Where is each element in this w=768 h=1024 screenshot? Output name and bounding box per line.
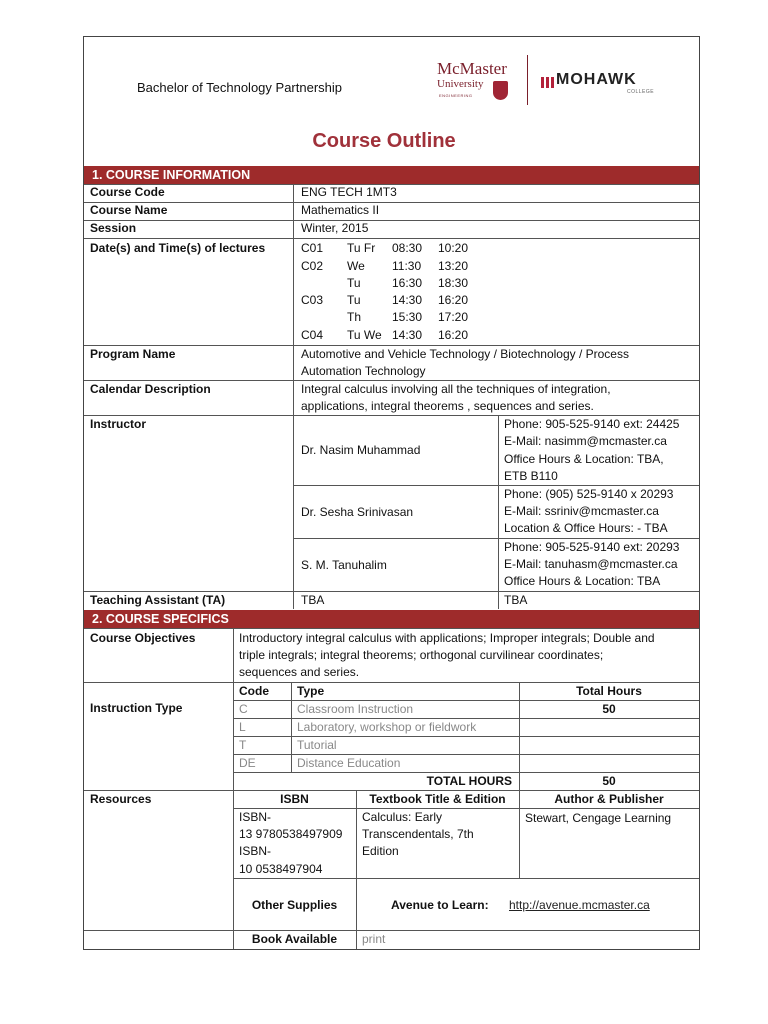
section-header-course-specifics: 2. COURSE SPECIFICS: [84, 610, 699, 628]
instructor-name: Dr. Sesha Srinivasan: [301, 505, 414, 519]
instructor-contact-line: E-Mail: nasimm@mcmaster.ca: [504, 434, 667, 448]
instr-type: Classroom Instruction: [297, 702, 414, 716]
ta-label: Teaching Assistant (TA): [90, 593, 226, 607]
document-title: Course Outline: [312, 130, 456, 152]
lecture-start: 15:30: [392, 310, 423, 324]
mohawk-logo-name: MOHAWK: [556, 71, 637, 88]
objectives-label: Course Objectives: [90, 631, 196, 645]
lecture-day: We: [347, 259, 365, 273]
textbook-title-line: Calculus: Early: [362, 810, 443, 824]
shield-icon: [493, 81, 508, 100]
resources-label: Resources: [90, 792, 152, 806]
instructor-contact-line: Phone: 905-525-9140 ext: 20293: [504, 540, 680, 554]
lecture-section: C03: [301, 293, 324, 307]
ta-name: TBA: [301, 593, 325, 607]
instructor-label: Instructor: [90, 417, 147, 431]
section-header-course-information: 1. COURSE INFORMATION: [84, 166, 699, 184]
instructor-contact-line: Location & Office Hours: - TBA: [504, 521, 668, 535]
objectives-line1: Introductory integral calculus with applications; Improper integrals; Double and: [239, 631, 655, 645]
lecture-start: 08:30: [392, 241, 423, 255]
instructor-contact-line: ETB B110: [504, 469, 558, 483]
lecture-start: 14:30: [392, 328, 423, 342]
instructor-contact-line: E-Mail: ssriniv@mcmaster.ca: [504, 504, 659, 518]
textbook-title-line: Edition: [362, 844, 399, 858]
instr-code: DE: [239, 756, 256, 770]
res-header-author: Author & Publisher: [554, 792, 664, 806]
lecture-end: 16:20: [438, 293, 469, 307]
lecture-end: 10:20: [438, 241, 469, 255]
program-title: Bachelor of Technology Partnership: [137, 80, 342, 95]
mcmaster-logo: [437, 61, 511, 105]
course-name-value: Mathematics II: [301, 203, 380, 217]
session-label: Session: [90, 221, 137, 235]
mcmaster-logo-tiny: ENGINEERING: [439, 93, 473, 98]
lecture-day: Tu: [347, 293, 361, 307]
instruction-type-label: Instruction Type: [90, 701, 183, 715]
instructor-contact-line: Office Hours & Location: TBA: [504, 574, 661, 588]
isbn-line: ISBN-: [239, 844, 272, 858]
res-header-isbn: ISBN: [280, 792, 309, 806]
instructor-name: S. M. Tanuhalim: [301, 558, 387, 572]
mohawk-bars-icon: [541, 75, 556, 93]
course-code-value: ENG TECH 1MT3: [301, 185, 397, 199]
lectures-label: Date(s) and Time(s) of lectures: [90, 241, 266, 255]
lecture-start: 11:30: [392, 259, 422, 273]
instr-code: T: [239, 738, 247, 752]
lecture-start: 16:30: [392, 276, 423, 290]
program-name-line2: Automation Technology: [301, 364, 426, 378]
avenue-link[interactable]: http://avenue.mcmaster.ca: [509, 898, 650, 912]
total-hours-value: 50: [602, 774, 616, 788]
lecture-end: 17:20: [438, 310, 469, 324]
objectives-line2: triple integrals; integral theorems; orthogonal curvilinear coordinates;: [239, 648, 604, 662]
program-name-line1: Automotive and Vehicle Technology / Biotechnology / Process: [301, 347, 629, 361]
lecture-day: Tu Fr: [347, 241, 376, 255]
instructor-contact-line: Phone: 905-525-9140 ext: 24425: [504, 417, 680, 431]
session-value: Winter, 2015: [301, 221, 369, 235]
lecture-end: 18:30: [438, 276, 469, 290]
lecture-end: 13:20: [438, 259, 469, 273]
lecture-section: C04: [301, 328, 324, 342]
instructor-name: Dr. Nasim Muhammad: [301, 443, 421, 457]
course-name-label: Course Name: [90, 203, 168, 217]
isbn-line: 10 0538497904: [239, 862, 323, 876]
mohawk-logo-sub: COLLEGE: [627, 89, 655, 95]
lecture-day: Th: [347, 310, 362, 324]
lecture-end: 16:20: [438, 328, 469, 342]
instr-type: Tutorial: [297, 738, 337, 752]
instr-type: Laboratory, workshop or fieldwork: [297, 720, 477, 734]
textbook-title-line: Transcendentals, 7th: [362, 827, 474, 841]
total-hours-label: TOTAL HOURS: [426, 774, 512, 788]
calendar-description-label: Calendar Description: [90, 382, 211, 396]
program-name-label: Program Name: [90, 347, 176, 361]
mcmaster-logo-name: McMaster: [437, 59, 507, 78]
res-header-title: Textbook Title & Edition: [369, 792, 506, 806]
isbn-line: ISBN-: [239, 810, 272, 824]
other-supplies-label: Other Supplies: [251, 898, 338, 912]
instr-type: Distance Education: [297, 756, 401, 770]
calendar-description-line1: Integral calculus involving all the techniques of integration,: [301, 382, 611, 396]
instr-header-hours: Total Hours: [576, 684, 642, 698]
objectives-line3: sequences and series.: [239, 665, 360, 679]
isbn-line: 13 9780538497909: [239, 827, 343, 841]
textbook-author: Stewart, Cengage Learning: [525, 811, 672, 825]
mcmaster-logo-sub: University: [437, 78, 484, 90]
instructor-contact-line: Phone: (905) 525-9140 x 20293: [504, 487, 674, 501]
lecture-day: Tu We: [347, 328, 382, 342]
ta-contact: TBA: [504, 593, 528, 607]
logo-divider: [527, 55, 528, 105]
book-available-label: Book Available: [251, 932, 338, 946]
lecture-section: C01: [301, 241, 324, 255]
calendar-description-line2: applications, integral theorems , sequences and series.: [301, 399, 594, 413]
lecture-day: Tu: [347, 276, 361, 290]
instr-header-code: Code: [239, 684, 269, 698]
lecture-section: C02: [301, 259, 324, 273]
instr-hours: 50: [602, 702, 616, 716]
lecture-start: 14:30: [392, 293, 423, 307]
instructor-contact-line: Office Hours & Location: TBA,: [504, 452, 664, 466]
instr-header-type: Type: [297, 684, 325, 698]
instr-code: C: [239, 702, 248, 716]
course-code-label: Course Code: [90, 185, 165, 199]
book-available-value: print: [362, 932, 386, 946]
avenue-label: Avenue to Learn:: [391, 898, 489, 912]
instr-code: L: [239, 720, 246, 734]
instructor-contact-line: E-Mail: tanuhasm@mcmaster.ca: [504, 557, 678, 571]
